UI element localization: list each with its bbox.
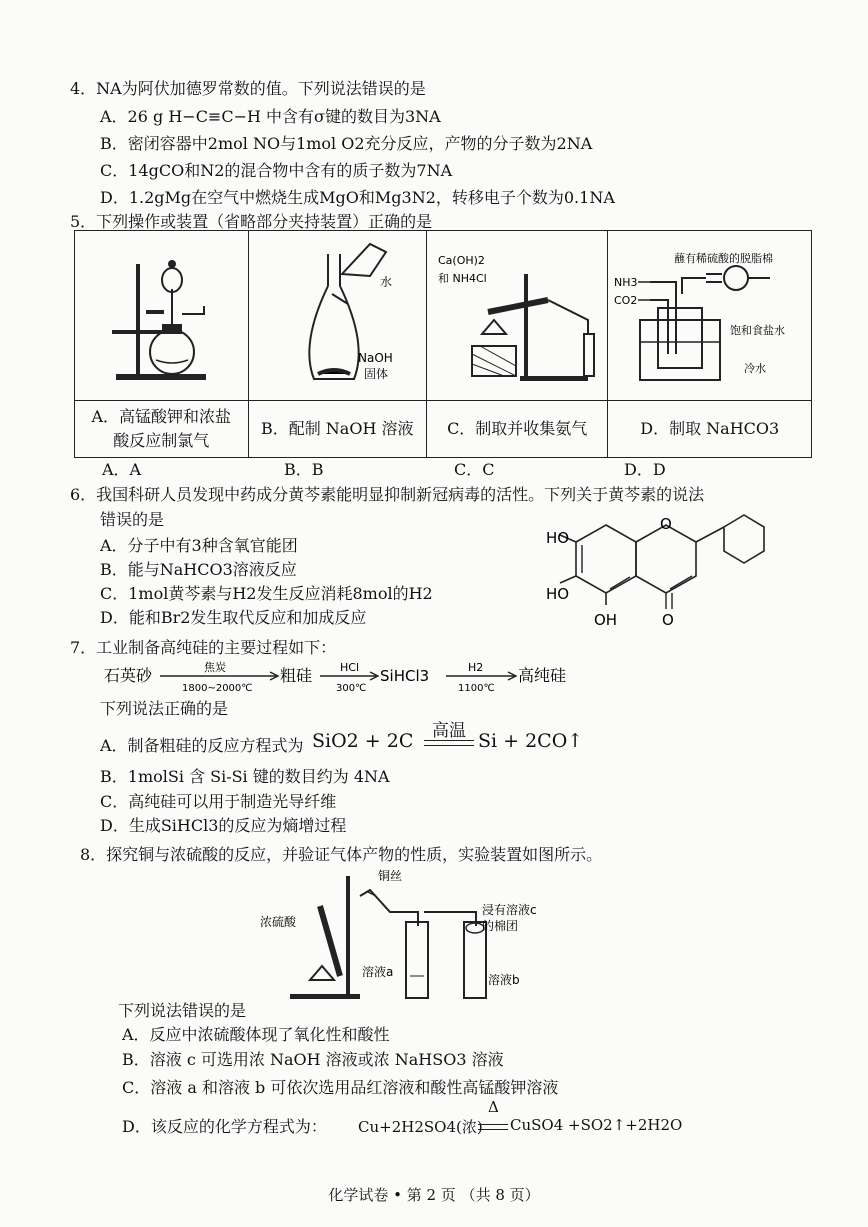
label-cotton-c1: 浸有溶液c [482, 903, 537, 917]
label-cotton: 蘸有稀硫酸的脱脂棉 [673, 251, 773, 265]
q6-option-a: A．分子中有3种含氧官能团 [100, 536, 298, 555]
q7-eq-condition: 高温 [432, 721, 466, 741]
label-solution-a: 溶液a [362, 965, 394, 979]
q7-eq-equals-line2 [424, 745, 474, 746]
label-oh: OH [594, 611, 618, 629]
flow-temp3: 1100℃ [458, 683, 495, 694]
caption-c: C．制取并收集氨气 [426, 401, 608, 458]
q7-option-d: D．生成SiHCl3的反应为熵增过程 [100, 816, 347, 835]
caption-d: D．制取 NaHCO3 [608, 401, 812, 458]
q8-option-d-prefix: D．该反应的化学方程式为： [122, 1117, 327, 1136]
q4-option-d: D．1.2gMg在空气中燃烧生成MgO和Mg3N2，转移电子个数为0.1NA [100, 188, 615, 207]
q6-stem-line1: 6．我国科研人员发现中药成分黄芩素能明显抑制新冠病毒的活性。下列关于黄芩素的说法 [70, 485, 705, 504]
caption-a: A．高锰酸钾和浓盐酸反应制氯气 [75, 401, 249, 458]
q5-choice-b: B．B [284, 460, 324, 479]
label-copper-wire: 铜丝 [378, 869, 403, 883]
flow-pure-si: 高纯硅 [518, 666, 567, 685]
q7-option-a-prefix: A．制备粗硅的反应方程式为 [100, 736, 304, 755]
q8-eq-condition: Δ [488, 1098, 499, 1116]
q7-sub: 下列说法正确的是 [100, 699, 229, 718]
label-ho-top: HO [546, 529, 570, 547]
q8-option-b: B．溶液 c 可选用浓 NaOH 溶液或浓 NaHSO3 溶液 [122, 1050, 504, 1069]
q8-eq-equals-line [478, 1124, 508, 1125]
q7-stem: 7．工业制备高纯硅的主要过程如下： [70, 638, 337, 657]
label-nh3: NH3 [613, 275, 638, 289]
q6-stem-line2: 错误的是 [100, 510, 165, 529]
label-carbonyl-o: O [662, 611, 674, 629]
q4-option-b: B．密闭容器中2mol NO与1mol O2充分反应，产物的分子数为2NA [100, 134, 593, 153]
apparatus-c-drawing [428, 234, 606, 394]
apparatus-b-drawing [250, 234, 425, 394]
label-naoh: NaOH [357, 350, 393, 365]
flow-sihcl3: SiHCl3 [380, 667, 430, 685]
flow-hcl: HCl [340, 661, 360, 674]
q8-option-a: A．反应中浓硫酸体现了氧化性和酸性 [122, 1025, 390, 1044]
q7-eq-equals-line [424, 740, 474, 741]
label-solid: 固体 [363, 366, 388, 381]
caption-b: B．配制 NaOH 溶液 [248, 401, 426, 458]
label-cold-water: 冷水 [743, 361, 766, 375]
q6-option-c: C．1mol黄芩素与H2发生反应消耗8mol的H2 [100, 584, 433, 603]
q8-option-c: C．溶液 a 和溶液 b 可依次选用品红溶液和酸性高锰酸钾溶液 [122, 1078, 559, 1097]
label-water: 水 [379, 274, 392, 289]
flow-temp2: 300℃ [336, 683, 367, 694]
q5-choice-c: C．C [454, 460, 495, 479]
label-solution-b: 溶液b [488, 973, 520, 987]
label-co2: CO2 [613, 293, 638, 307]
q8-sub: 下列说法错误的是 [118, 1001, 247, 1020]
q6-option-b: B．能与NaHCO3溶液反应 [100, 560, 297, 579]
baicalein-structure [546, 505, 786, 633]
q8-eq-equals-line2 [478, 1129, 508, 1130]
label-cotton-c2: 的棉团 [482, 919, 519, 933]
apparatus-d-drawing [610, 234, 810, 394]
flow-h2: H2 [468, 661, 484, 674]
q4-stem: 4．NA为阿伏加德罗常数的值。下列说法错误的是 [70, 79, 426, 98]
q5-choice-d: D．D [624, 460, 666, 479]
q4-option-a: A．26 g H−C≡C−H 中含有σ键的数目为3NA [100, 107, 441, 126]
apparatus-d [608, 231, 812, 401]
apparatus-c [426, 231, 608, 401]
q6-option-d: D．能和Br2发生取代反应和加成反应 [100, 608, 367, 627]
q8-eq-rhs: CuSO4 +SO2↑+2H2O [510, 1116, 683, 1134]
q5-choice-a: A．A [102, 460, 142, 479]
apparatus-a [75, 231, 249, 401]
q8-eq-lhs: Cu+2H2SO4(浓) [358, 1118, 483, 1136]
label-caoh2: Ca(OH)2 [438, 253, 486, 267]
flow-quartz-sand: 石英砂 [104, 666, 153, 685]
flow-coke: 焦炭 [204, 661, 226, 674]
q7-option-c: C．高纯硅可以用于制造光导纤维 [100, 792, 337, 811]
apparatus-b [248, 231, 426, 401]
q7-flowchart [100, 657, 600, 697]
q5-stem: 5．下列操作或装置（省略部分夹持装置）正确的是 [70, 212, 433, 231]
q4-option-c: C．14gCO和N2的混合物中含有的质子数为7NA [100, 161, 453, 180]
q7-eq-rhs: Si + 2CO↑ [478, 730, 584, 752]
q8-apparatus [250, 866, 550, 1006]
label-brine: 饱和食盐水 [729, 323, 785, 337]
flow-crude-si: 粗硅 [280, 666, 313, 685]
label-ho-bottom: HO [546, 585, 570, 603]
label-nh4cl: 和 NH4Cl [438, 271, 487, 285]
page-footer: 化学试卷 • 第 2 页 （共 8 页） [328, 1186, 540, 1204]
q5-apparatus-table [74, 230, 812, 458]
q7-option-b: B．1molSi 含 Si-Si 键的数目约为 4NA [100, 767, 390, 786]
apparatus-a-drawing [76, 234, 246, 394]
label-ring-o: O [660, 515, 672, 533]
flow-temp1: 1800~2000℃ [182, 683, 253, 694]
q8-stem: 8．探究铜与浓硫酸的反应，并验证气体产物的性质，实验装置如图所示。 [80, 845, 603, 864]
label-conc-acid: 浓硫酸 [260, 915, 297, 929]
q7-eq-lhs: SiO2 + 2C [312, 730, 414, 752]
